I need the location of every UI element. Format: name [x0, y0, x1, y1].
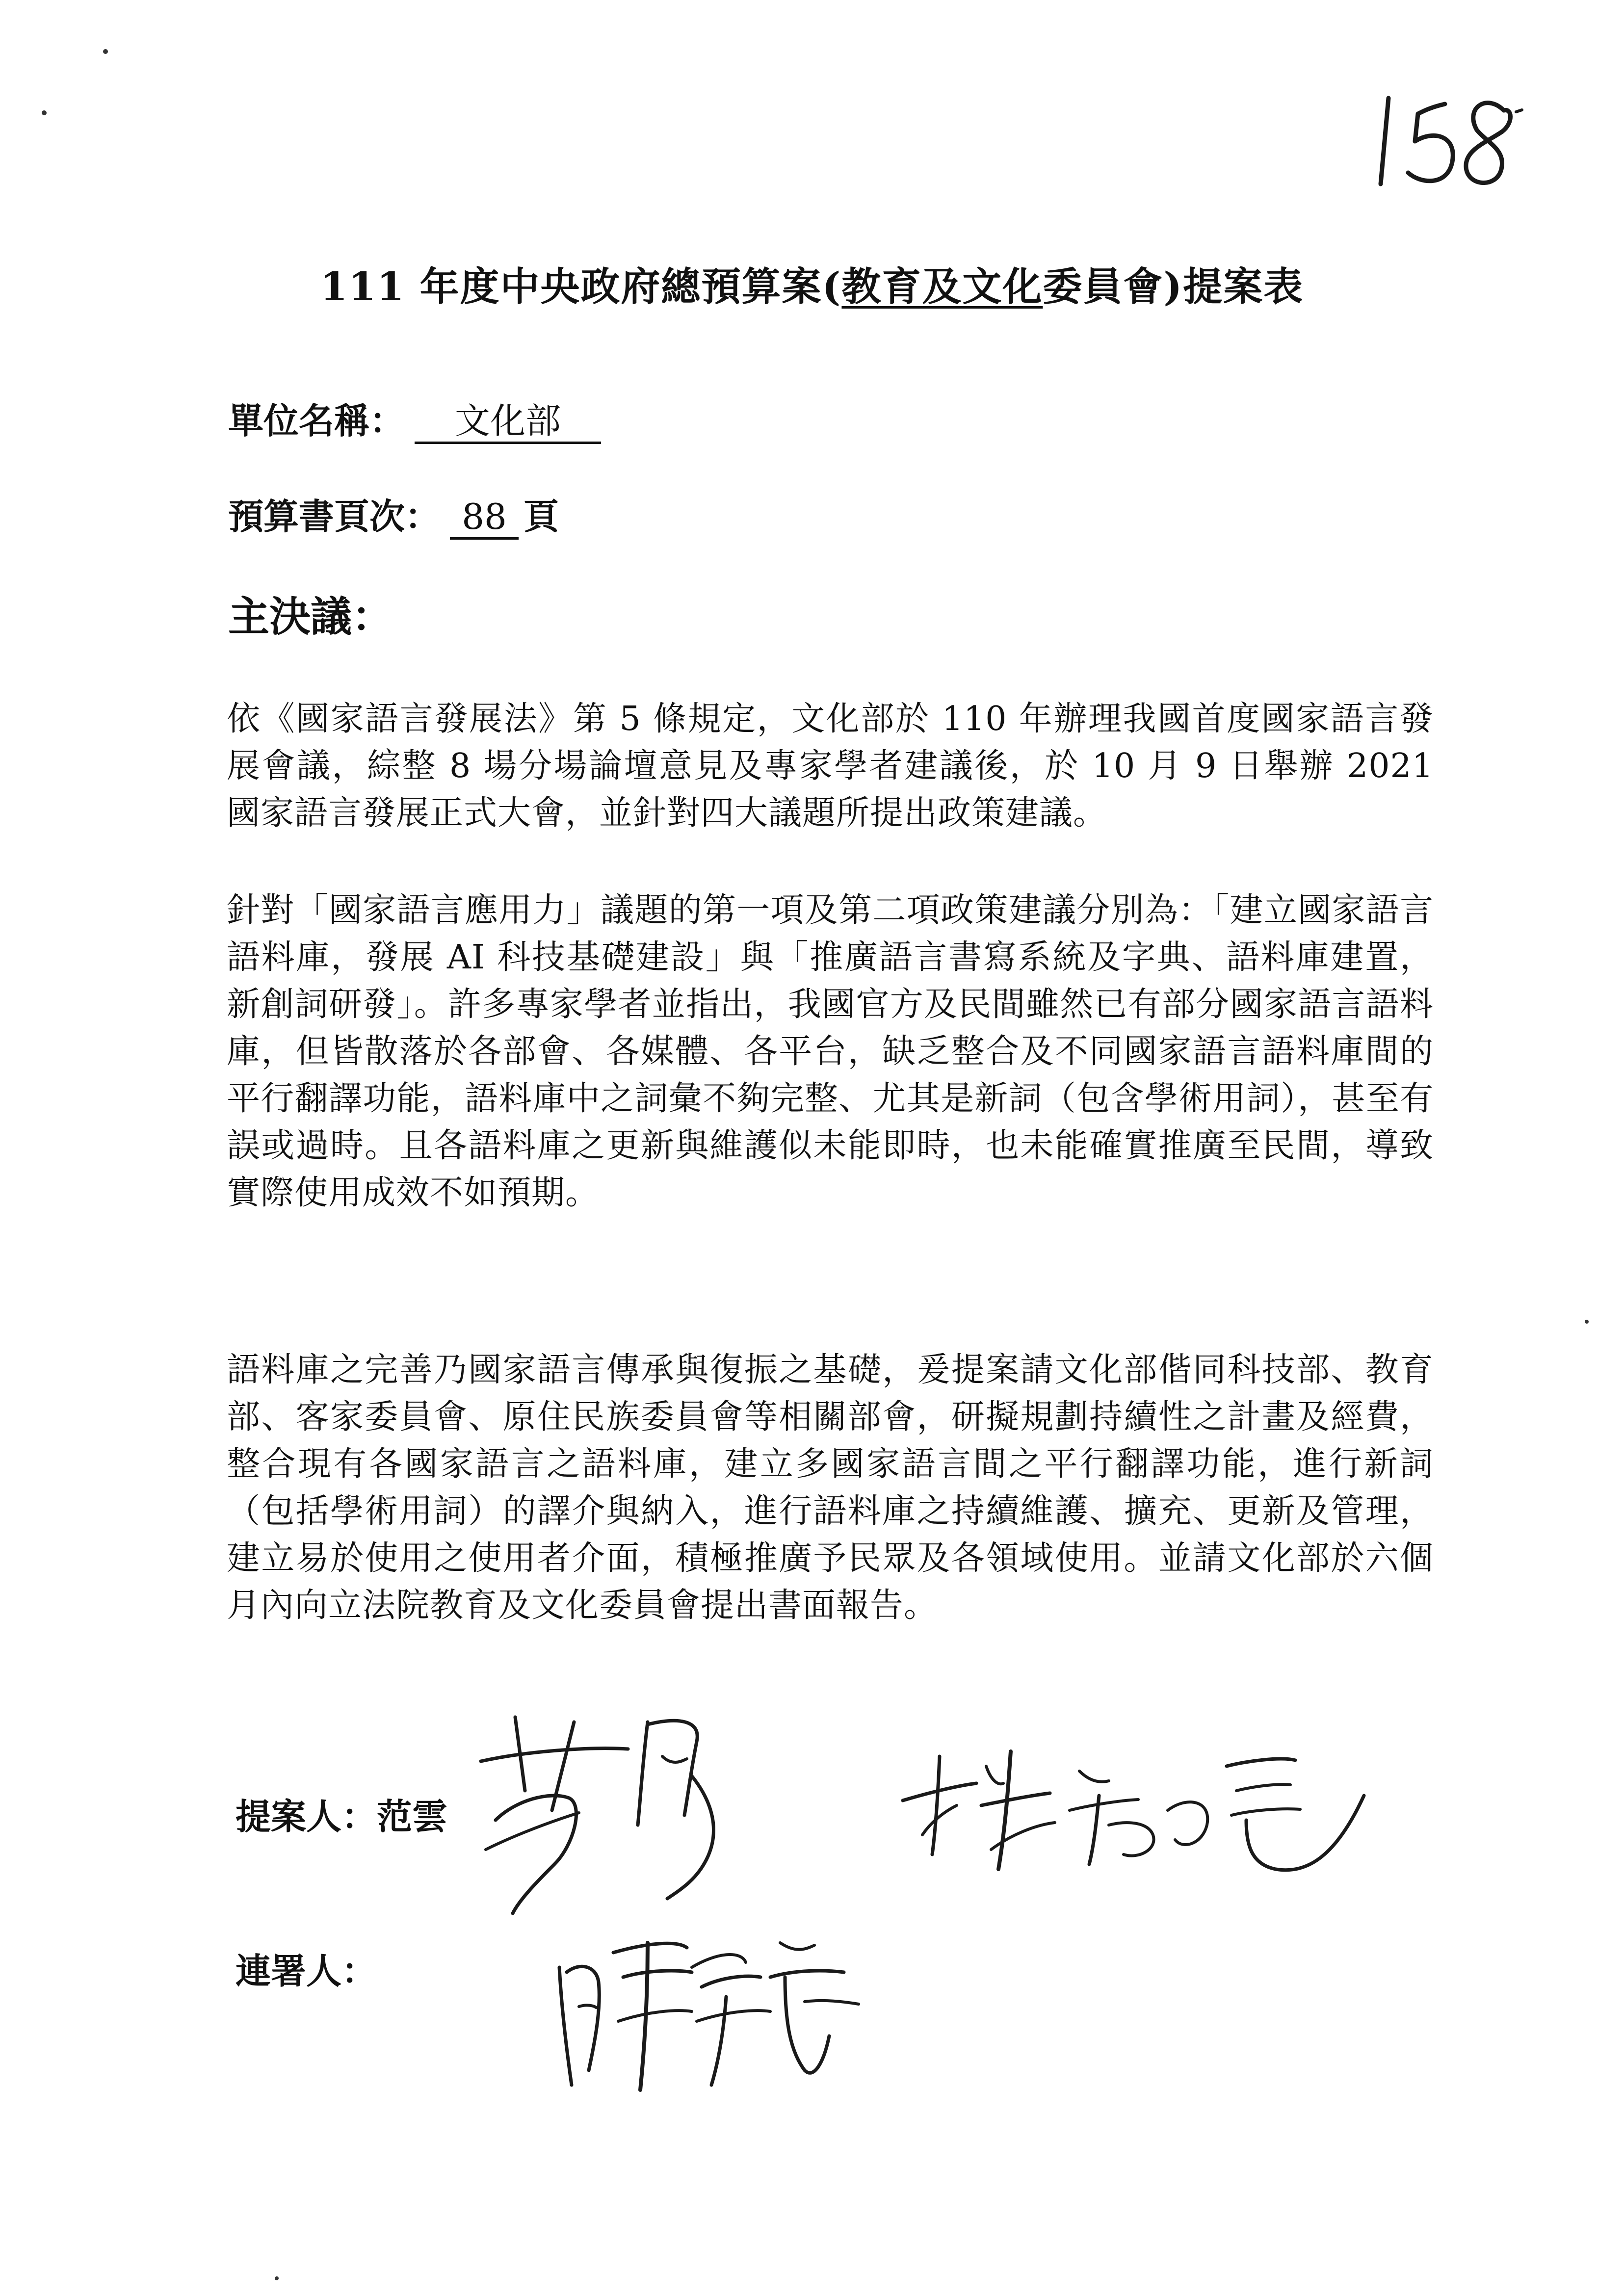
budget-page-suffix: 頁: [524, 496, 559, 537]
title-suffix: 委員會)提案表: [1043, 263, 1304, 310]
resolution-heading: 主決議：: [228, 592, 393, 641]
document-title: [0, 255, 1624, 312]
scan-speck: [103, 49, 108, 54]
scan-speck: [275, 2276, 279, 2280]
paragraph-background: 依《國家語言發展法》第 5 條規定，文化部於 110 年辦理我國首度國家語言發展會議，綜整 8 場分場論壇意見及專家學者建議後，於 10 月 9 日舉辦 2021 國家語言發展正式大會，並針對四大議題所提出政策建議。: [227, 700, 1434, 833]
budget-page-label: 預算書頁次：: [228, 496, 441, 537]
scan-speck: [1585, 1320, 1589, 1324]
cosigner-signature-1: [893, 1737, 1374, 1899]
title-committee: 教育及文化: [841, 263, 1043, 310]
scan-speck: [42, 110, 47, 115]
paragraph-findings: 針對「國家語言應用力」議題的第一項及第二項政策建議分別為：「建立國家語言語料庫，發展 AI 科技基礎建設」與「推廣語言書寫系統及字典、語料庫建置，新創詞研發」。許多專家學者並指出，我國官方及民間雖然已有部分國家語言語料庫，但皆散落於各部會、各媒體、各平台，缺乏整合及不同國家語言語料庫間的平行翻譯功能，語料庫中之詞彙不夠完整、尤其是新詞（包含學術用詞），甚至有誤或過時。且各語料庫之更新與維護似未能即時，也未能確實推廣至民間，導致實際使用成效不如預期。: [227, 891, 1434, 1212]
budget-page-field: [228, 488, 559, 540]
handwritten-page-number: [1374, 88, 1531, 196]
paragraph-proposal: 語料庫之完善乃國家語言傳承與復振之基礎，爰提案請文化部偕同科技部、教育部、客家委員會、原住民族委員會等相關部會，研擬規劃持續性之計畫及經費，整合現有各國家語言之語料庫，建立多國家語言間之平行翻譯功能，進行新詞（包括學術用詞）的譯介與納入，進行語料庫之持續維護、擴充、更新及管理，建立易於使用之使用者介面，積極推廣予民眾及各領域使用。並請文化部於六個月內向立法院教育及文化委員會提出書面報告。: [227, 1351, 1434, 1625]
page-number: [1374, 88, 1531, 196]
unit-name-value: 文化部: [415, 401, 601, 444]
unit-name-field: [228, 392, 601, 444]
budget-page-value: 88: [450, 496, 519, 540]
cosigner-label: 連署人：: [236, 1950, 377, 1992]
unit-name-label: 單位名稱：: [228, 400, 405, 442]
cosigner-signature-2: [550, 1923, 868, 2100]
title-prefix: 111 年度中央政府總預算案(: [320, 263, 842, 310]
proposer-signature: [466, 1702, 760, 1918]
proposer-label: 提案人：范雲: [236, 1796, 448, 1837]
